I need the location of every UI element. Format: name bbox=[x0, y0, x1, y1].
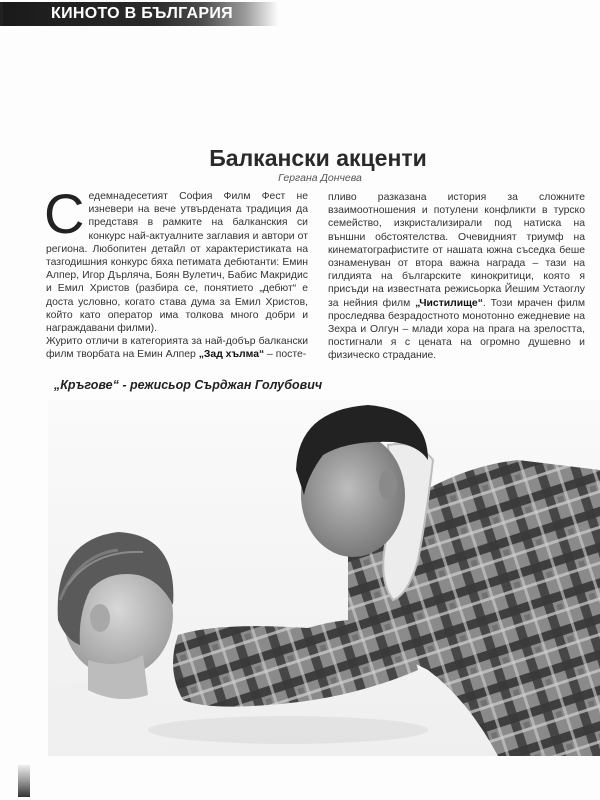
article-title: Балкански акценти bbox=[209, 145, 427, 171]
paragraph-2-text: Журито отличи в категорията за най-добър балкански филм творбата на Емин Алпер bbox=[46, 336, 308, 361]
page-tab bbox=[18, 765, 47, 797]
article-column-right bbox=[328, 191, 585, 363]
section-title: КИНОТО В БЪЛГАРИЯ bbox=[51, 5, 233, 22]
film-title-chistilishte: „Чистилище“ bbox=[415, 297, 483, 309]
section-banner bbox=[0, 2, 278, 26]
film-still-photo bbox=[48, 400, 600, 756]
paragraph-3-tail: . Този мрачен филм проследява безрадостното монотонно ежедневие на Зехра и Олгун – млади хора на прага на зрелостта, постигнали я с цената на огромно душевно и физическо страдание. bbox=[328, 297, 585, 362]
drop-cap: С bbox=[44, 182, 85, 245]
paragraph-2-tail: – посте- bbox=[264, 349, 307, 361]
article-column-left bbox=[44, 182, 308, 362]
page-number: 16 bbox=[39, 785, 47, 794]
paragraph-3 bbox=[328, 191, 585, 363]
paragraph-2 bbox=[46, 335, 308, 361]
paragraph-1 bbox=[44, 182, 308, 335]
photo-caption: „Кръгове“ - режисьор Сърджан Голубович bbox=[54, 378, 323, 392]
paragraph-1-text: едемнадесетият София Филм Фест не изневери на вече утвърдената традиция да представя в рамките на балканския си конкурс най-актуалните заглавия и автори от региона. Любопитен детайл от характеристиката на тазгодишния конкурс бяха петимата дебютанти: Емин Алпер, Игор Дърляча, Боян Вулетич, Бабис Макридис и Емил Христов (разбира се, понятието „дебют“ е доста условно, когато става дума за Емил Христов, който като оператор има толкова много добри и награждавани филми). bbox=[46, 191, 308, 335]
article-author: Гергана Дончева bbox=[278, 172, 362, 184]
film-title-zad-halma: „Зад хълма“ bbox=[198, 349, 265, 361]
film-still-image bbox=[48, 400, 600, 756]
paragraph-3-text: пливо разказана история за сложните взаимоотношения и потулени конфликти в турско семейство, изкристализирали под натиска на външни обстоятелства. Очевидният триумф на кинематографистите от нашата южна съседка беше ознаменуван от втора важна награда – тази на гилдията на българските кинокритици, която я присъди на известната режисьорка Йешим Устаоглу за нейния филм bbox=[328, 192, 585, 309]
